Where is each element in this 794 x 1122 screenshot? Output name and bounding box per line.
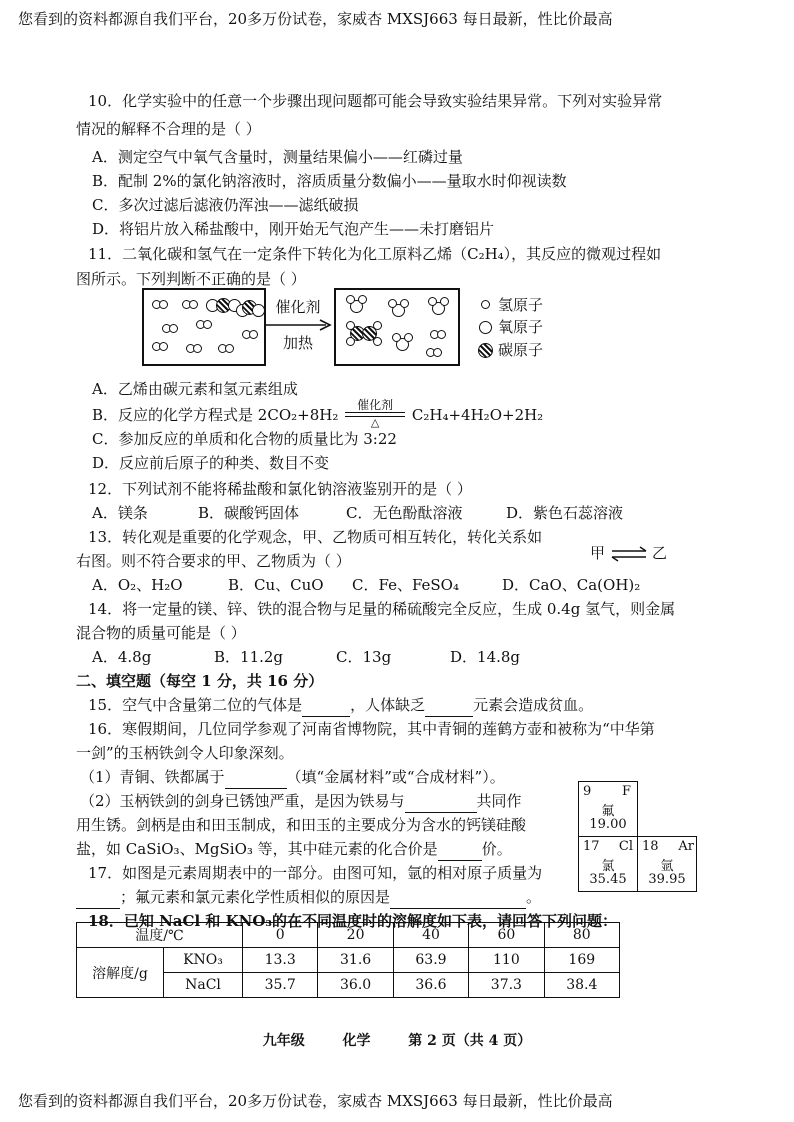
element-symbol: Ar: [678, 839, 694, 854]
q17-text-1: ；氟元素和氯元素化学性质相似的原因是: [120, 888, 391, 906]
q10-stem-2: 情况的解释不合理的是（ ）: [76, 120, 261, 138]
table-row: [77, 923, 620, 948]
element-name: 氟: [601, 804, 615, 819]
q16-p1-text-1: （1）青铜、铁都属于: [80, 768, 225, 786]
q14-option-c: C．13g: [336, 648, 392, 666]
q13-yi: 乙: [652, 544, 668, 562]
element-mass: 39.95: [648, 872, 686, 887]
q16-p2-blank-1[interactable]: [405, 790, 477, 813]
q16-p2-text-4: 价。: [481, 840, 512, 858]
table-cell: 35.7: [243, 973, 318, 998]
table-row-label: KNO₃: [164, 948, 243, 973]
table-row: [77, 948, 620, 973]
watermark-top: 您看到的资料都源自我们平台，20多万份试卷，家威杏 MXSJ663 每日最新，性比价最高: [18, 10, 613, 28]
q16-p2-text-2: 共同作: [476, 792, 522, 810]
table-row-label: NaCl: [164, 973, 243, 998]
q13-stem-2: 右图。则不符合要求的甲、乙物质为（ ）: [76, 552, 351, 570]
q14-option-d: D．14.8g: [450, 648, 521, 666]
element-cell-argon: [637, 836, 697, 892]
hydrogen-atom: [225, 344, 234, 353]
element-name: 氩: [660, 859, 674, 874]
q17-text-2: 。: [526, 888, 542, 906]
arrow-condition-top: 催化剂: [275, 298, 321, 316]
q12-option-c: C．无色酚酞溶液: [346, 504, 463, 522]
element-number: 18: [642, 839, 659, 854]
table-header-temp: 温度/℃: [77, 923, 243, 948]
table-header-solubility: 溶解度/g: [77, 948, 164, 998]
q11-option-a: A．乙烯由碳元素和氢元素组成: [92, 380, 298, 398]
element-number: 17: [583, 839, 600, 854]
hydrogen-atom: [433, 348, 442, 357]
table-cell: 31.6: [318, 948, 393, 973]
q12-option-a: A．镁条: [92, 504, 148, 522]
hydrogen-atom: [373, 337, 382, 346]
watermark-bottom: 您看到的资料都源自我们平台，20多万份试卷，家威杏 MXSJ663 每日最新，性比价最高: [18, 1092, 613, 1110]
q16-stem-1: 16．寒假期间，几位同学参观了河南省博物院，其中青铜的莲鹤方壶和被称为“中华第: [88, 720, 655, 738]
element-number: 9: [583, 784, 592, 799]
q11-option-b-right: C₂H₄+4H₂O+2H₂: [411, 406, 544, 424]
hydrogen-atom: [388, 299, 397, 308]
footer-page-number: 第 2 页（共 4 页）: [408, 1033, 532, 1049]
q16-stem-2: 一剑”的玉柄铁剑令人印象深刻。: [76, 744, 294, 762]
legend-oxygen-icon: [479, 321, 492, 334]
legend-hydrogen-label: 氢原子: [498, 296, 544, 314]
q13-option-b: B．Cu、CuO: [228, 576, 324, 594]
table-cell: 63.9: [393, 948, 468, 973]
legend-carbon-label: 碳原子: [498, 341, 544, 359]
q15-text-3: 元素会造成贫血。: [473, 696, 594, 714]
hydrogen-atom: [346, 295, 355, 304]
q13-option-d: D．CaO、Ca(OH)₂: [502, 576, 641, 594]
table-cell: 20: [318, 923, 393, 948]
arrow-line: [262, 318, 334, 332]
q11-option-c: C．参加反应的单质和化合物的质量比为 3:22: [92, 430, 397, 448]
q11-stem-2: 图所示。下列判断不正确的是（ ）: [76, 270, 306, 288]
q16-p2-text-1: （2）玉柄铁剑的剑身已锈蚀严重，是因为铁易与: [80, 792, 405, 810]
hydrogen-atom: [440, 297, 449, 306]
element-name: 氯: [601, 859, 615, 874]
q14-option-b: B．11.2g: [214, 648, 284, 666]
hydrogen-atom: [400, 299, 409, 308]
q10-option-d: D．将铝片放入稀盐酸中，刚开始无气泡产生——未打磨铝片: [92, 220, 495, 238]
q11-option-b-left: B．反应的化学方程式是 2CO₂+8H₂: [92, 406, 339, 424]
element-symbol: Cl: [618, 839, 633, 854]
q16-p2-blank-2[interactable]: [438, 838, 482, 861]
reaction-arrow: [262, 296, 334, 352]
arrow-condition-bottom: 加热: [282, 334, 313, 352]
q16-part-2-line-1: [80, 790, 522, 813]
hydrogen-atom: [358, 295, 367, 304]
q16-part-1: [80, 766, 505, 789]
reactants-box: [142, 288, 266, 366]
q10-option-c: C．多次过滤后滤液仍浑浊——滤纸破损: [92, 196, 359, 214]
q18-stem: 18．已知 NaCl 和 KNO₃的在不同温度时的溶解度如下表，请回答下列问题：: [88, 912, 617, 930]
q11-stem-1: 11．二氧化碳和氢气在一定条件下转化为化工原料乙烯（C₂H₄），其反应的微观过程如: [88, 245, 662, 263]
table-cell: 37.3: [469, 973, 544, 998]
q16-p1-text-2: （填“金属材料”或“合成材料”）。: [286, 768, 505, 786]
q10-option-b: B．配制 2%的氯化钠溶液时，溶质质量分数偏小——量取水时仰视读数: [92, 172, 567, 190]
hydrogen-atom: [193, 344, 202, 353]
q10-stem-1: 10．化学实验中的任意一个步骤出现问题都可能会导致实验结果异常。下列对实验异常: [88, 92, 663, 110]
table-cell: 36.0: [318, 973, 393, 998]
equation-catalyst: 催化剂: [357, 398, 394, 412]
q16-part-2-line-2: 用生锈。剑柄是由和田玉制成，和田玉的主要成分为含水的钙镁硅酸: [76, 816, 527, 834]
q12-option-b: B．碳酸钙固体: [198, 504, 300, 522]
q15-blank-2[interactable]: [425, 694, 473, 717]
hydrogen-atom: [346, 337, 355, 346]
table-cell: 169: [544, 948, 619, 973]
hydrogen-atom: [159, 342, 168, 351]
hydrogen-atom: [159, 300, 168, 309]
q12-option-d: D．紫色石蕊溶液: [506, 504, 624, 522]
q14-stem-1: 14．将一定量的镁、锌、铁的混合物与足量的稀硫酸完全反应，生成 0.4g 氢气，则金属: [88, 600, 676, 618]
hydrogen-atom: [169, 324, 178, 333]
footer-subject: 化学: [342, 1033, 371, 1049]
hydrogen-atom: [203, 320, 212, 329]
element-cell-fluorine: [578, 781, 638, 837]
q15: [88, 694, 593, 717]
q13-option-a: A．O₂、H₂O: [92, 576, 183, 594]
table-cell: 13.3: [243, 948, 318, 973]
q16-part-2-line-3: [76, 838, 512, 861]
q11-option-d: D．反应前后原子的种类、数目不变: [92, 454, 330, 472]
q12-stem: 12．下列试剂不能将稀盐酸和氯化钠溶液鉴别开的是（ ）: [88, 480, 472, 498]
q11-option-b: [92, 398, 544, 429]
table-cell: 40: [393, 923, 468, 948]
hydrogen-atom: [373, 321, 382, 330]
equation-heat: △: [370, 416, 380, 429]
hydrogen-atom: [346, 321, 355, 330]
q15-blank-1[interactable]: [302, 694, 350, 717]
hydrogen-atom: [249, 330, 258, 339]
hydrogen-atom: [392, 333, 401, 342]
table-cell: 60: [469, 923, 544, 948]
legend-carbon-icon: [478, 343, 493, 358]
q17-blank-1[interactable]: [76, 886, 120, 909]
q13-jia: 甲: [590, 544, 606, 562]
q14-option-a: A．4.8g: [92, 648, 152, 666]
q17-stem-2: [76, 886, 541, 909]
element-cell-chlorine: [578, 836, 638, 892]
table-cell: 110: [469, 948, 544, 973]
q14-stem-2: 混合物的质量可能是（ ）: [76, 624, 246, 642]
q15-text-2: ，人体缺乏: [350, 696, 426, 714]
hydrogen-atom: [428, 297, 437, 306]
table-cell: 36.6: [393, 973, 468, 998]
table-cell: 80: [544, 923, 619, 948]
page-footer: [0, 1030, 794, 1050]
section-2-heading: 二、填空题（每空 1 分，共 16 分）: [76, 672, 324, 690]
q16-p2-text-3: 盐，如 CaSiO₃、MgSiO₃ 等，其中硅元素的化合价是: [76, 840, 438, 858]
element-mass: 19.00: [589, 817, 627, 832]
q10-option-a: A．测定空气中氧气含量时，测量结果偏小——红磷过量: [92, 148, 463, 166]
hydrogen-atom: [189, 300, 198, 309]
q13-option-c: C．Fe、FeSO₄: [352, 576, 459, 594]
solubility-table: [76, 922, 620, 998]
hydrogen-atom: [404, 333, 413, 342]
table-cell: 38.4: [544, 973, 619, 998]
equation-condition: [343, 398, 407, 429]
element-mass: 35.45: [589, 872, 627, 887]
q17-stem-1: 17．如图是元素周期表中的一部分。由图可知，氩的相对原子质量为: [88, 864, 543, 882]
products-box: [334, 288, 460, 366]
q13-stem-1: 13．转化观是重要的化学观念，甲、乙物质可相互转化，转化关系如: [88, 528, 543, 546]
q15-text-1: 15．空气中含量第二位的气体是: [88, 696, 303, 714]
q16-p1-blank[interactable]: [225, 766, 287, 789]
legend-hydrogen-icon: [481, 300, 490, 309]
legend-oxygen-label: 氧原子: [498, 318, 544, 336]
q17-blank-2[interactable]: [390, 886, 526, 909]
hydrogen-atom: [437, 330, 446, 339]
element-symbol: F: [621, 784, 631, 799]
bidirectional-arrow-icon: [608, 546, 650, 562]
table-cell: 0: [243, 923, 318, 948]
footer-grade: 九年级: [262, 1033, 305, 1049]
